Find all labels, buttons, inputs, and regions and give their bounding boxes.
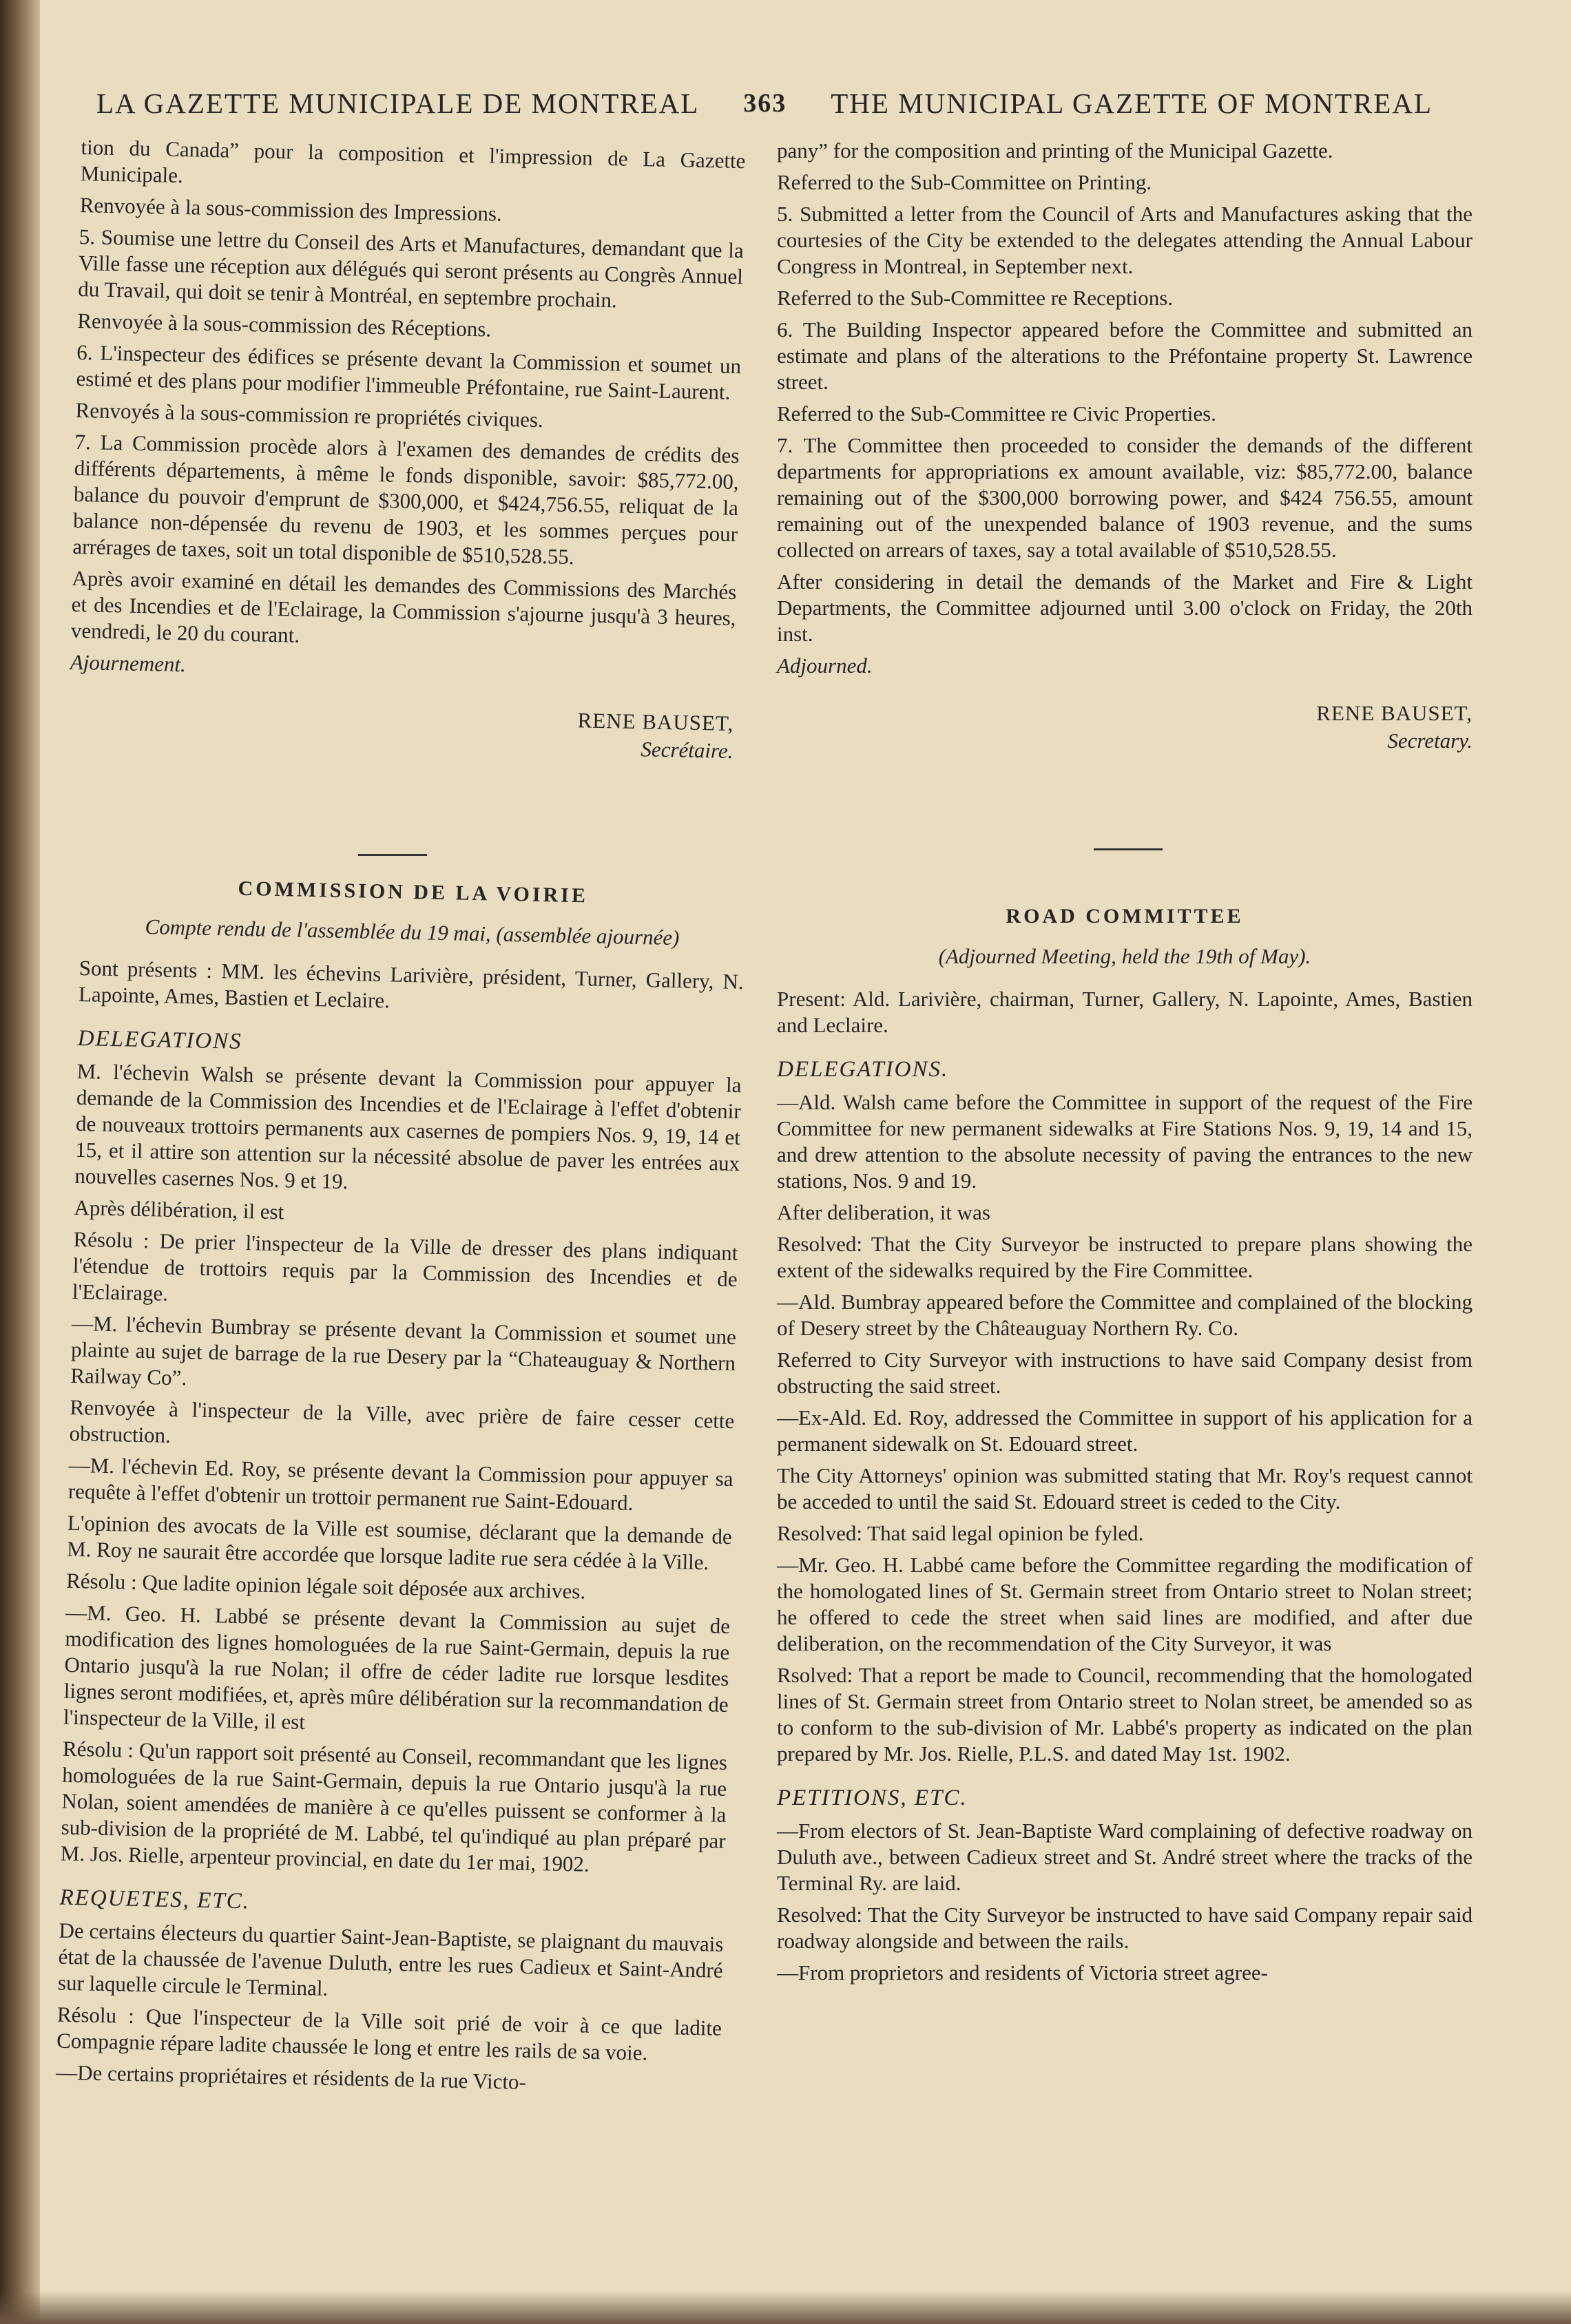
secretary-title: Secretary. [1387,729,1473,753]
signature-block [68,696,734,765]
secretary-name: RENE BAUSET, [577,708,734,736]
paragraph: Après avoir examiné en détail les demandes des Commissions des Marchés et des Incendies et de l'Eclairage, la Commission s'ajourne jusqu'à 3 heures, vendredi, le 20 du courant. [70,565,737,647]
paragraph: —Ald. Bumbray appeared before the Committee and complained of the blocking of Desery street by the Châteauguay Northern Ry. Co. [777,1290,1473,1340]
section-subtitle: Compte rendu de l'assemblée du 19 mai, (assemblée ajournée) [145,914,680,950]
paragraph: Referred to the Sub-Committee on Printing. [777,170,1152,194]
paragraph: —Ex-Ald. Ed. Roy, addressed the Committee in support of his application for a permanent sidewalk on St. Edouard street. [777,1405,1473,1456]
paragraph: pany” for the composition and printing of the Municipal Gazette. [777,138,1333,163]
paragraph: Résolu : Que ladite opinion légale soit déposée aux archives. [65,1568,586,1604]
paragraph: 6. L'inspecteur des édifices se présente devant la Commission et soumet un estimé et des plans pour modifier l'immeuble Préfontaine, rue Saint-Laurent. [76,339,742,404]
paragraph: The City Attorneys' opinion was submitted stating that Mr. Roy's request cannot be acceded to until the said St. Edouard street is ceded to the City. [777,1463,1473,1514]
paragraph: Resolved: That the City Surveyor be instructed to have said Company repair said roadway alongside and between the rails. [777,1903,1473,1953]
paragraph: After considering in detail the demands of the Market and Fire & Light Departments, the Committee adjourned until 3.00 o'clock on Friday, the 20th inst. [777,569,1473,646]
paragraph: After deliberation, it was [777,1200,990,1224]
paragraph: —De certains propriétaires et résidents de la rue Victo- [55,2060,527,2094]
paragraph: Renvoyée à l'inspecteur de la Ville, avec prière de faire cesser cette obstruction. [69,1394,735,1447]
paragraph: L'opinion des avocats de la Ville est soumise, déclarant que la demande de M. Roy ne saurait être accordée que lorsque ladite rue sera cédée à la Ville. [66,1510,733,1575]
paragraph: 5. Soumise une lettre du Conseil des Arts et Manufactures, demandant que la Ville fasse une réception aux délégués qui seront présents au Congrès Annuel du Travail, qui doit se tenir à Montréal, en septembre prochain. [77,224,745,313]
paragraph: —Mr. Geo. H. Labbé came before the Committee regarding the modification of the homologated lines of St. Germain street from Ontario street to Nolan street; he offered to cede the street when said lines are modified, and after due deliberation, on the recommendation of the City Surveyor, it was [777,1553,1473,1655]
paragraph: Renvoyés à la sous-commission re propriétés civiques. [75,397,544,432]
french-top-column [67,134,746,837]
paragraph: Referred to City Surveyor with instructions to have said Company desist from obstructing the said street. [777,1348,1473,1398]
paragraph: 7. The Committee then proceeded to consider the demands of the different departments for appropriations ex amount available, viz: $85,772.00, balance remaining out of the $300,000 borrowing power, and $424 756.55, amount remaining out of the unexpended balance of 1903 revenue, and the sums collected on arrears of taxes, say a total available of $510,528.55. [777,433,1473,562]
paragraph: —From proprietors and residents of Victoria street agree- [777,1960,1268,1985]
paragraph: De certains électeurs du quartier Saint-Jean-Baptiste, se plaignant du mauvais état de la chaussée de l'avenue Duluth, entre les rues Cadieux et Saint-André sur laquelle circule le Terminal. [57,1918,724,2000]
paragraph: —M. l'échevin Bumbray se présente devant la Commission et soumet une plainte au sujet de barrage de la rue Desery par la “Chateauguay & Northern Railway Co”. [70,1310,737,1390]
paragraph: Referred to the Sub-Committee re Civic Properties. [777,401,1216,426]
paragraph: Renvoyée à la sous-commission des Réceptions. [76,308,492,342]
paragraph: Adjourned. [777,653,873,678]
paragraph: —From electors of St. Jean-Baptiste Ward complaining of defective roadway on Duluth ave., between Cadieux street and St. André street where the tracks of the Terminal Ry. are laid. [777,1819,1473,1895]
paragraph: 7. La Commission procède alors à l'examen des demandes de crédits des différents départements, à même le fonds disponible, savoir: $85,772.00, balance du pouvoir d'emprunt de $300,000, et $424,756.55, reliquat de la balance non-dépensée du revenu de 1903, et les sommes perçues pour arrérages de taxes, soit un total disponible de $510,528.55. [72,429,740,569]
paragraph: Present: Ald. Larivière, chairman, Turner, Gallery, N. Lapointe, Ames, Bastien and Leclaire. [777,987,1473,1037]
page-number: 363 [743,89,787,118]
paragraph: Resolved: That the City Surveyor be instructed to prepare plans showing the extent of the sidewalks required by the Fire Committee. [777,1232,1473,1282]
paragraph: M. l'échevin Walsh se présente devant la Commission pour appuyer la demande de la Commission des Incendies et de l'Eclairage à l'effet d'obtenir de nouveaux trottoirs permanents aux casernes de pompiers Nos. 9, 19, 14 et 15, et il attire son attention sur la nécessité absolue de paver les entrées aux nouvelles casernes Nos. 9 et 19. [74,1058,742,1194]
paragraph: tion du Canada” pour la composition et l'impression de La Gazette Municipale. [80,134,746,188]
secretary-name: RENE BAUSET, [1316,701,1473,725]
english-road-committee-column [777,895,1473,1991]
english-top-column [777,138,1473,755]
paragraph: Renvoyée à la sous-commission des Impressions. [79,192,503,226]
delegations-heading: DELEGATIONS. [777,1057,949,1082]
section-title: ROAD COMMITTEE [1006,905,1244,928]
paragraph: Sont présents : MM. les échevins Larivière, président, Turner, Gallery, N. Lapointe, Ames, Bastien et Leclaire. [78,955,745,1013]
paragraph: Resolved: That said legal opinion be fyled. [777,1521,1144,1545]
section-divider [1094,848,1163,850]
paragraph: Referred to the Sub-Committee re Receptions. [777,286,1174,310]
french-road-committee-column [56,864,746,2105]
paragraph: Résolu : Que l'inspecteur de la Ville soit prié de voir à ce que ladite Compagnie répare ladite chaussée le long et entre les rails de sa voie. [56,2002,722,2065]
signature-block [777,700,1473,755]
header-english-title: THE MUNICIPAL GAZETTE OF MONTREAL [831,87,1433,119]
petitions-heading: PETITIONS, ETC. [777,1786,968,1810]
page-bottom-shadow [0,2291,1571,2324]
section-title: COMMISSION DE LA VOIRIE [238,877,589,908]
page-gutter-shadow [0,0,40,2324]
paragraph: Après délibération, il est [74,1195,284,1224]
section-divider [358,854,427,856]
paragraph: 6. The Building Inspector appeared before the Committee and submitted an estimate and plans of the alterations to the Préfontaine property St. Lawrence street. [777,317,1473,394]
petitions-heading: REQUETES, ETC. [59,1885,251,1914]
paragraph: —M. Geo. H. Labbé se présente devant la Commission au sujet de modification des lignes homologuées de la rue Saint-Germain, depuis la rue Ontario jusqu'à la rue Nolan; il offre de céder ladite rue lorsque lesdites lignes seront modifiées, et, après mûre délibération sur la recommandation de l'inspecteur de la Ville, il est [63,1600,731,1735]
paragraph: Résolu : De prier l'inspecteur de la Ville de dresser des plans indiquant l'étendue de trottoirs requis par la Commission des Incendies et de l'Eclairage. [72,1226,738,1306]
paragraph: 5. Submitted a letter from the Council of Arts and Manufactures asking that the courtesies of the City be extended to the delegates attending the Annual Labour Congress in Montreal, in September next. [777,202,1473,278]
delegations-heading: DELEGATIONS [77,1025,242,1054]
paragraph: Résolu : Qu'un rapport soit présenté au Conseil, recommandant que les lignes homologuées de la rue Saint-Germain, depuis la rue Ontario jusqu'à la rue Nolan, soient amendées de manière à ce qu'elles puissent se conformer à la sub-division de la propriété de M. Labbé, tel qu'indiqué au plan préparé par M. Jos. Rielle, arpenteur provincial, en date du 1er mai, 1902. [60,1736,728,1876]
section-subtitle: (Adjourned Meeting, held the 19th of May). [938,944,1311,968]
paragraph: Rsolved: That a report be made to Council, recommending that the homologated lines of St. Germain street from Ontario street to Nolan street, be amended so as to conform to the sub-division of Mr. Labbé's property as indicated on the plan prepared by Mr. Jos. Rielle, P.L.S. and dated May 1st. 1902. [777,1663,1473,1766]
paragraph: —M. l'échevin Ed. Roy, se présente devant la Commission pour appuyer sa requête à l'effet d'obtenir un trottoir permanent rue Saint-Edouard. [67,1452,734,1515]
secretary-title: Secrétaire. [641,737,734,764]
page-header [96,76,1433,131]
header-french-title: LA GAZETTE MUNICIPALE DE MONTREAL [96,87,700,119]
paragraph: Ajournement. [70,649,187,677]
paragraph: —Ald. Walsh came before the Committee in support of the request of the Fire Committee for new permanent sidewalks at Fire Stations Nos. 9, 19, 14 and 15, and drew attention to the absolute necessity of paving the entrances to the new stations, Nos. 9 and 19. [777,1090,1473,1193]
